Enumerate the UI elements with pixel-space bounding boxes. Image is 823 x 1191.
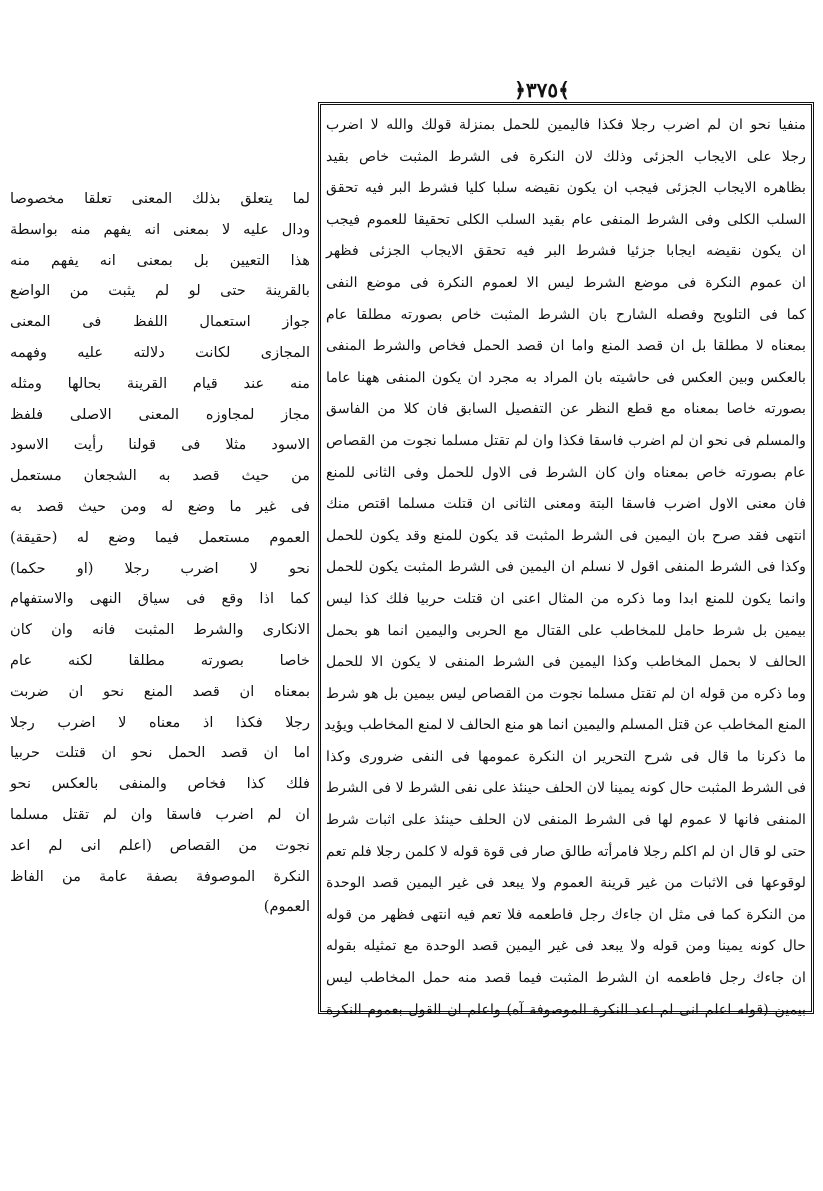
gloss-text-line: رجلا فكذا اذ معناه لا اضرب رجلا bbox=[10, 713, 310, 731]
gloss-text-line: ان لم اضرب فاسقا وان لم تقتل مسلما bbox=[10, 805, 310, 823]
main-text-line: رجلا على الايجاب الجزئى وذلك لان النكرة فى الشرط المثبت خاص بقيد bbox=[326, 148, 806, 165]
gloss-text-line: النكرة الموصوفة بصفة عامة من الفاظ bbox=[10, 867, 310, 885]
gloss-text-line: فى غير ما وضع له ومن حيث قصد به bbox=[10, 497, 310, 515]
main-text-line: عام بصورته خاص بمعناه وان كان الشرط فى الاول للحمل وفى الثانى للمنع bbox=[326, 464, 806, 481]
gloss-text-line: بمعناه ان قصد المنع نحو ان ضربت bbox=[10, 682, 310, 700]
gloss-text-line: العموم مستعمل فيما وضع له (حقيقة) bbox=[10, 528, 310, 546]
main-text-line: ما ذكرنا ما قال فى شرح التحرير ان النكرة عمومها فى النفى ضرورى وكذا bbox=[326, 748, 806, 765]
gloss-text-line: مجاز لمجاوزه المعنى الاصلى فلفظ bbox=[10, 405, 310, 423]
main-text-line: بصورته خاصا بمعناه مع قطع النظر عن التفصيل السابق فان كلا من الفاسق bbox=[326, 401, 806, 418]
main-text-line: بيمين بل شرط حامل للمخاطب على القتال مع الحربى واليمين انما هو بحمل bbox=[326, 622, 806, 639]
marginal-gloss-block bbox=[10, 184, 310, 934]
main-text-line: كما فى التلويح وفصله الشارح بان الشرط المثبت خاص بصورته مطلقا عام bbox=[326, 306, 806, 323]
main-text-line: وانما يكون للمنع ابدا وما ذكره من المثال اعنى ان قتلت حربيا فلك كذا ليس bbox=[326, 590, 806, 607]
gloss-text-line: المجازى لكانت دلالته عليه وفهمه bbox=[10, 343, 310, 361]
page-number: ﴿٣٧٥﴾ bbox=[514, 78, 570, 102]
gloss-text-line: نحو لا اضرب رجلا (او حكما) bbox=[10, 559, 310, 577]
main-text-line: بمعناه لا مطلقا بل ان قصد المنع واما ان قصد الحمل فخاص والشرط المنفى bbox=[326, 338, 806, 355]
main-text-line: فى الشرط المثبت حال كونه يمينا لان الحلف حينئذ على نفى الشرط لا فى الشرط bbox=[326, 780, 806, 797]
main-text-line: منفيا نحو ان لم اضرب رجلا فكذا فاليمين للحمل بمنزلة قولك والله لا اضرب bbox=[326, 117, 806, 133]
main-text-line: حال كونه يمينا ومن قوله ولا يبعد فى غير اليمين قصد الوحدة مع تمثيله بقوله bbox=[326, 938, 806, 955]
main-text-line: الحالف لا بحمل المخاطب وكذا اليمين فى الشرط المنفى لا يكون الا للحمل bbox=[326, 654, 806, 671]
main-text-line: المنع المخاطب عن قتل المسلم واليمين انما هو منع الحالف لا لمنع المخاطب ويؤيد bbox=[324, 717, 806, 734]
gloss-text-line: الانكارى والشرط المثبت فانه وان كان bbox=[10, 621, 310, 639]
main-text-line: فان معنى الاول اضرب فاسقا البتة ومعنى الثانى ان قتلت مسلما اقتص منك bbox=[326, 496, 806, 513]
gloss-text-line: فلك كذا فخاص والمنفى بالعكس نحو bbox=[10, 775, 310, 793]
gloss-text-line: منه عند قيام القرينة بحالها ومثله bbox=[10, 374, 310, 392]
main-text-line: ان عموم النكرة فى موضع الشرط ليس الا لعموم النكرة فى موضع النفى bbox=[326, 274, 806, 291]
main-text-line: لوقوعها فى الاثبات من غير قرينة العموم ولا يبعد فى غير اليمين قصد الوحدة bbox=[326, 875, 806, 892]
gloss-text-line: خاصا بصورته مطلقا لكنه عام bbox=[10, 651, 310, 669]
main-text-line: بظاهره الايجاب الجزئى فيجب ان يكون نقيضه سلبا كليا فشرط البر فيه تحقق bbox=[326, 180, 806, 197]
gloss-text-line: ودال عليه لا بمعنى انه يفهم منه بواسطة bbox=[10, 220, 310, 238]
main-text-line: بيمين (قوله اعلم انى لم اعد النكرة الموصوفة آه) واعلم ان القول بعموم النكرة bbox=[326, 1001, 806, 1018]
gloss-text-line: لما يتعلق بذلك المعنى تعلقا مخصوصا bbox=[10, 190, 310, 207]
gloss-text-line: بالقرينة حتى لو لم يثبت من الواضع bbox=[10, 282, 310, 300]
gloss-text-line: نجوت من القصاص (اعلم انى لم اعد bbox=[10, 836, 310, 854]
main-text-line: ان يكون نقيضه ايجابا جزئيا فشرط البر فيه تحقق الايجاب الجزئى فظهر bbox=[326, 243, 806, 260]
gloss-text-line: جواز استعمال اللفظ فى المعنى bbox=[10, 313, 310, 331]
main-text-line: وما ذكره من قوله ان لم تقتل مسلما نجوت من القصاص ليس بيمين بل هو شرط bbox=[326, 685, 806, 702]
main-text-line: السلب الكلى وفى الشرط المنفى عام بقيد السلب الكلى تحقيقا للعموم فيجب bbox=[326, 211, 806, 228]
main-text-block bbox=[324, 110, 806, 1018]
main-text-line: حتى لو قال ان لم اكلم رجلا فامرأته طالق صار فى قوة قوله لا كلمن رجلا فلم تعم bbox=[326, 843, 806, 860]
gloss-text-line: اما ان قصد الحمل نحو ان قتلت حربيا bbox=[10, 744, 310, 762]
main-text-line: ان جاءك رجل فاطعمه ان الشرط المثبت فيما قصد منه حمل المخاطب ليس bbox=[326, 970, 806, 987]
main-text-line: المنفى فانها لا عموم لها فى الشرط المنفى لان الحلف حينئذ على اثبات شرط bbox=[326, 812, 806, 829]
main-text-line: انتهى فقد صرح بان اليمين فى الشرط المثبت قد يكون للمنع وقد يكون للحمل bbox=[326, 527, 806, 544]
gloss-text-line: كما اذا وقع فى سياق النهى والاستفهام bbox=[10, 590, 310, 608]
gloss-text-line: العموم) bbox=[263, 898, 310, 916]
main-text-line: وكذا فى الشرط المنفى اقول لا نسلم ان اليمين فى الشرط المثبت يكون للحمل bbox=[326, 559, 806, 576]
gloss-text-line: هذا التعيين بل بمعنى انه يفهم منه bbox=[10, 251, 310, 269]
main-text-line: بالعكس وبين العكس فى حاشيته بان المراد به مجرد ان يكون المنفى ههنا عاما bbox=[326, 369, 806, 386]
main-text-line: من النكرة كما فى مثل ان جاءك رجل فاطعمه فلا تعم فيه انتهى فظهر من قوله bbox=[326, 906, 806, 923]
gloss-text-line: من حيث قصد به الشجعان مستعمل bbox=[10, 467, 310, 485]
main-text-line: والمسلم فى نحو ان لم اضرب فاسقا فكذا وان لم تقتل مسلما نجوت من القصاص bbox=[326, 432, 806, 449]
gloss-text-line: الاسود مثلا فى قولنا رأيت الاسود bbox=[10, 436, 310, 454]
